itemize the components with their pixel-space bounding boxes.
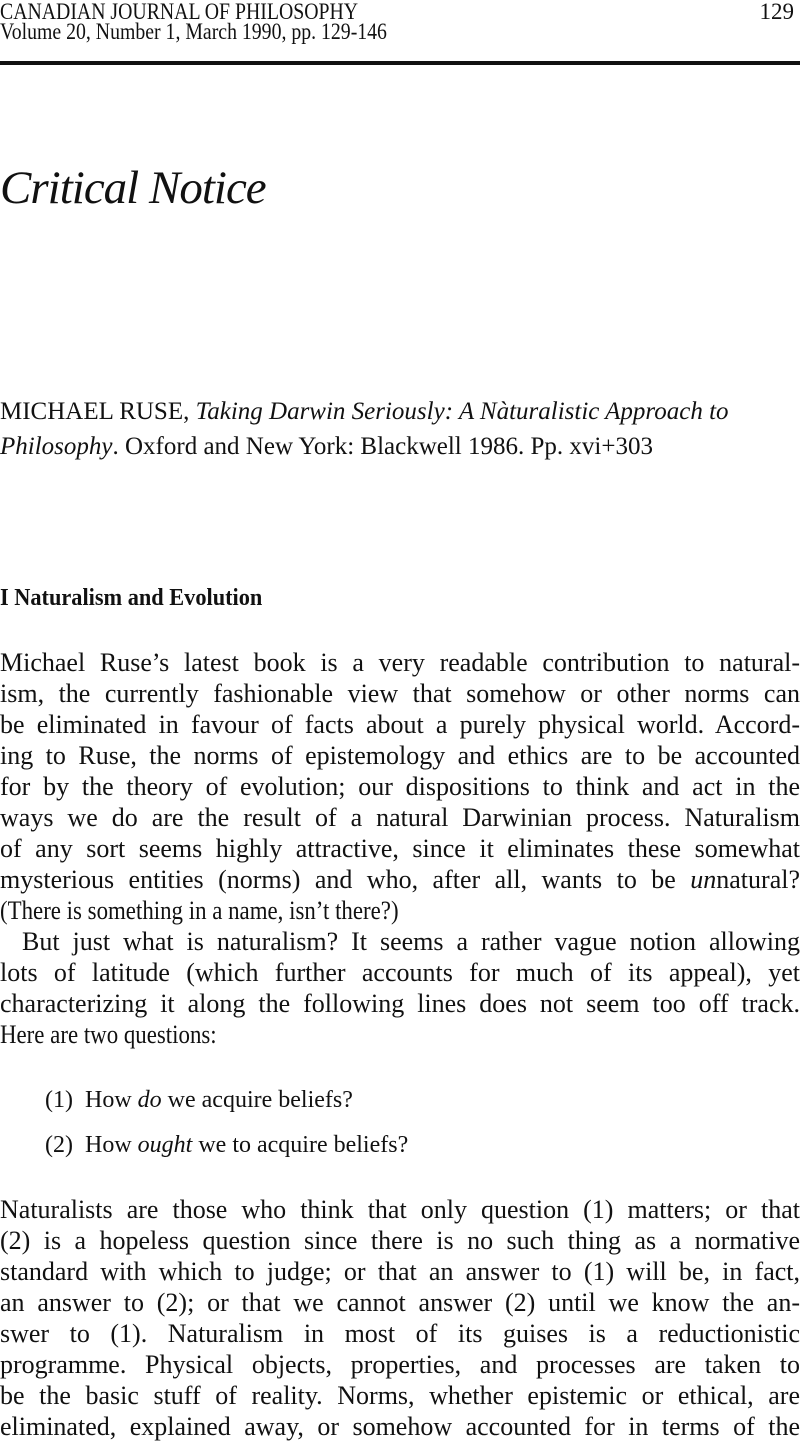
body-line: (2) is a hopeless question since there is no such thing as a normative (0, 1226, 800, 1255)
text-run: natural? (716, 865, 800, 894)
text-run: How (84, 1087, 138, 1113)
body-line: ways we do are the result of a natural Darwinian process. Naturalism (0, 803, 800, 832)
body-line: standard with which to judge; or that an answer to (1) will be, in fact, (0, 1257, 800, 1286)
body-line (0, 866, 800, 894)
body-line: Naturalists are those who think that only question (1) matters; or that (0, 1195, 800, 1224)
page-number: 129 (759, 0, 794, 24)
emphasis: ought (137, 1132, 193, 1158)
body-line: Here are two questions: (0, 1020, 217, 1049)
citation-title: Taking Darwin Seriously: A Nàturalistic Approach to (195, 398, 729, 425)
body-line: be the basic stuff of reality. Norms, whether epistemic or ethical, are (0, 1381, 800, 1410)
body-line: lots of latitude (which further accounts for much of its appeal), yet (0, 958, 800, 987)
section-heading: I Naturalism and Evolution (0, 585, 263, 611)
citation-author: MICHAEL RUSE, (0, 398, 190, 425)
issue-info: Volume 20, Number 1, March 1990, pp. 129-146 (0, 19, 387, 44)
body-line: characterizing it along the following lines does not seem too off track. (0, 989, 800, 1018)
citation-title-cont: Philosophy (0, 433, 113, 460)
body-line: an answer to (2); or that we cannot answer (2) until we know the an- (0, 1288, 800, 1317)
text-run: mysterious entities (norms) and who, after all, wants to be (0, 865, 691, 894)
body-line: of any sort seems highly attractive, since it eliminates these somewhat (0, 834, 800, 863)
citation-line-2 (0, 433, 653, 461)
body-line: ing to Ruse, the norms of epistemology and ethics are to be accounted (0, 741, 800, 770)
question-2 (45, 1131, 408, 1159)
citation-line-1 (0, 398, 729, 426)
body-line: eliminated, explained away, or somehow accounted for in terms of the (0, 1412, 800, 1441)
body-line: be eliminated in favour of facts about a purely physical world. Accord- (0, 710, 800, 739)
body-line: (There is something in a name, isn’t there?) (0, 896, 399, 925)
emphasis: un (690, 865, 717, 894)
body-line: Michael Ruse’s latest book is a very readable contribution to natural- (0, 648, 800, 677)
citation-publication: . Oxford and New York: Blackwell 1986. Pp. xvi+303 (112, 433, 653, 460)
body-line: But just what is naturalism? It seems a rather vague notion allowing (22, 927, 800, 956)
question-1 (45, 1086, 353, 1114)
body-line: programme. Physical objects, properties, and processes are taken to (0, 1350, 800, 1379)
body-line: for by the theory of evolution; our dispositions to think and act in the (0, 772, 800, 801)
emphasis: do (137, 1087, 162, 1113)
text-run: we to acquire beliefs? (192, 1132, 409, 1158)
text-run: How (84, 1132, 138, 1158)
article-type-title: Critical Notice (0, 162, 266, 214)
body-line: ism, the currently fashionable view that somehow or other norms can (0, 679, 800, 708)
journal-title: CANADIAN JOURNAL OF PHILOSOPHY (0, 0, 359, 24)
text-run: we acquire beliefs? (161, 1087, 353, 1113)
body-line: swer to (1). Naturalism in most of its guises is a reductionistic (0, 1319, 800, 1348)
question-number: (2) (45, 1132, 73, 1158)
question-number: (1) (45, 1087, 73, 1113)
header-rule (0, 61, 800, 65)
